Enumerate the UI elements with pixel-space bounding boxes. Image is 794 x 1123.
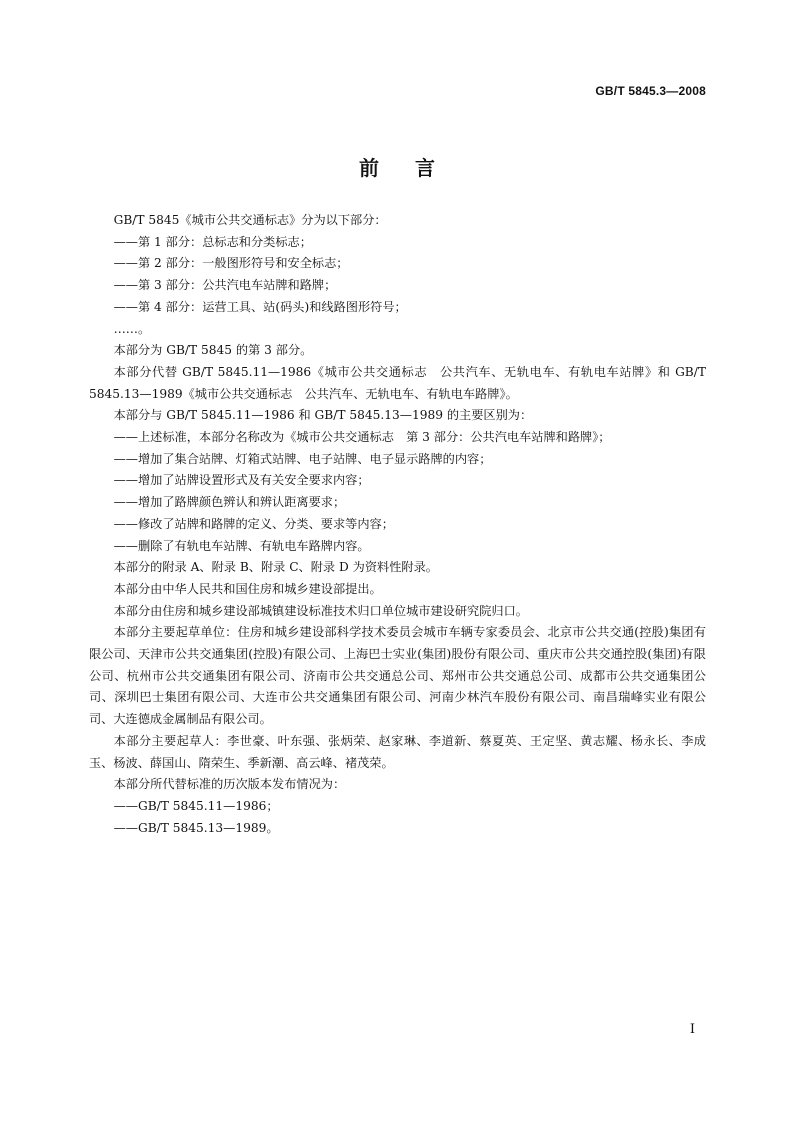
list-item: ——增加了站牌设置形式及有关安全要求内容；: [113, 473, 370, 488]
page-number: I: [689, 1022, 695, 1037]
list-item: ——删除了有轨电车站牌、有轨电车路牌内容。: [113, 538, 370, 553]
paragraph: 本部分主要起草单位：住房和城乡建设部科学技术委员会城市车辆专家委员会、北京市公共交通(控股)集团有限公司、天津市公共交通集团(控股)有限公司、上海巴士实业(集团)股份有限公司、重庆市公共交通控股(集团)有限公司、杭州市公共交通集团有限公司、济南市公共交通总公司、郑州市公共交通总公司、成都市公共交通集团公司、深圳巴士集团有限公司、大连市公共交通集团有限公司、河南少林汽车股份有限公司、南昌瑞峰实业有限公司、大连德成金属制品有限公司。: [89, 625, 706, 727]
list-item: ——增加了路牌颜色辨认和辨认距离要求；: [113, 495, 346, 510]
standard-code: GB/T 5845.3—2008: [595, 84, 706, 98]
paragraph: 本部分由中华人民共和国住房和城乡建设部提出。: [113, 581, 382, 596]
paragraph: 本部分与 GB/T 5845.11—1986 和 GB/T 5845.13—1989 的主要区别为：: [113, 408, 533, 423]
list-item: ——修改了站牌和路牌的定义、分类、要求等内容；: [113, 516, 394, 531]
page-title: 前言: [359, 156, 471, 180]
paragraph: GB/T 5845《城市公共交通标志》分为以下部分：: [113, 213, 387, 227]
list-item: ——第 1 部分：总标志和分类标志；: [113, 234, 312, 249]
paragraph: 本部分主要起草人：李世豪、叶东强、张炳荣、赵家琳、李道新、蔡夏英、王定坚、黄志耀、杨永长、李成玉、杨波、薛国山、隋荣生、季新潮、高云峰、褚茂荣。: [89, 733, 706, 770]
paragraph: 本部分所代替标准的历次版本发布情况为：: [113, 777, 346, 792]
paragraph: 本部分由住房和城乡建设部城镇建设标准技术归口单位城市建设研究院归口。: [113, 603, 528, 618]
list-item: ——GB/T 5845.11—1986；: [113, 798, 279, 813]
list-item: ——第 4 部分：运营工具、站(码头)和线路图形符号；: [113, 299, 407, 314]
list-item: ——第 3 部分：公共汽电车站牌和路牌；: [113, 278, 337, 293]
list-item: ——增加了集合站牌、灯箱式站牌、电子站牌、电子显示路牌的内容；: [113, 451, 492, 466]
paragraph: 本部分代替 GB/T 5845.11—1986《城市公共交通标志 公共汽车、无轨电车、有轨电车站牌》和 GB/T 5845.13—1989《城市公共交通标志 公共汽车、无轨电车、有轨电车路牌》。: [89, 364, 706, 401]
list-item: ……。: [113, 321, 151, 336]
paragraph: 本部分的附录 A、附录 B、附录 C、附录 D 为资料性附录。: [113, 560, 438, 575]
foreword-body: [89, 210, 706, 839]
list-item: ——GB/T 5845.13—1989。: [113, 820, 279, 835]
list-item: ——第 2 部分：一般图形符号和安全标志；: [113, 256, 349, 271]
paragraph: 本部分为 GB/T 5845 的第 3 部分。: [113, 343, 313, 358]
list-item: ——上述标准，本部分名称改为《城市公共交通标志 第 3 部分：公共汽电车站牌和路牌》；: [113, 430, 611, 445]
